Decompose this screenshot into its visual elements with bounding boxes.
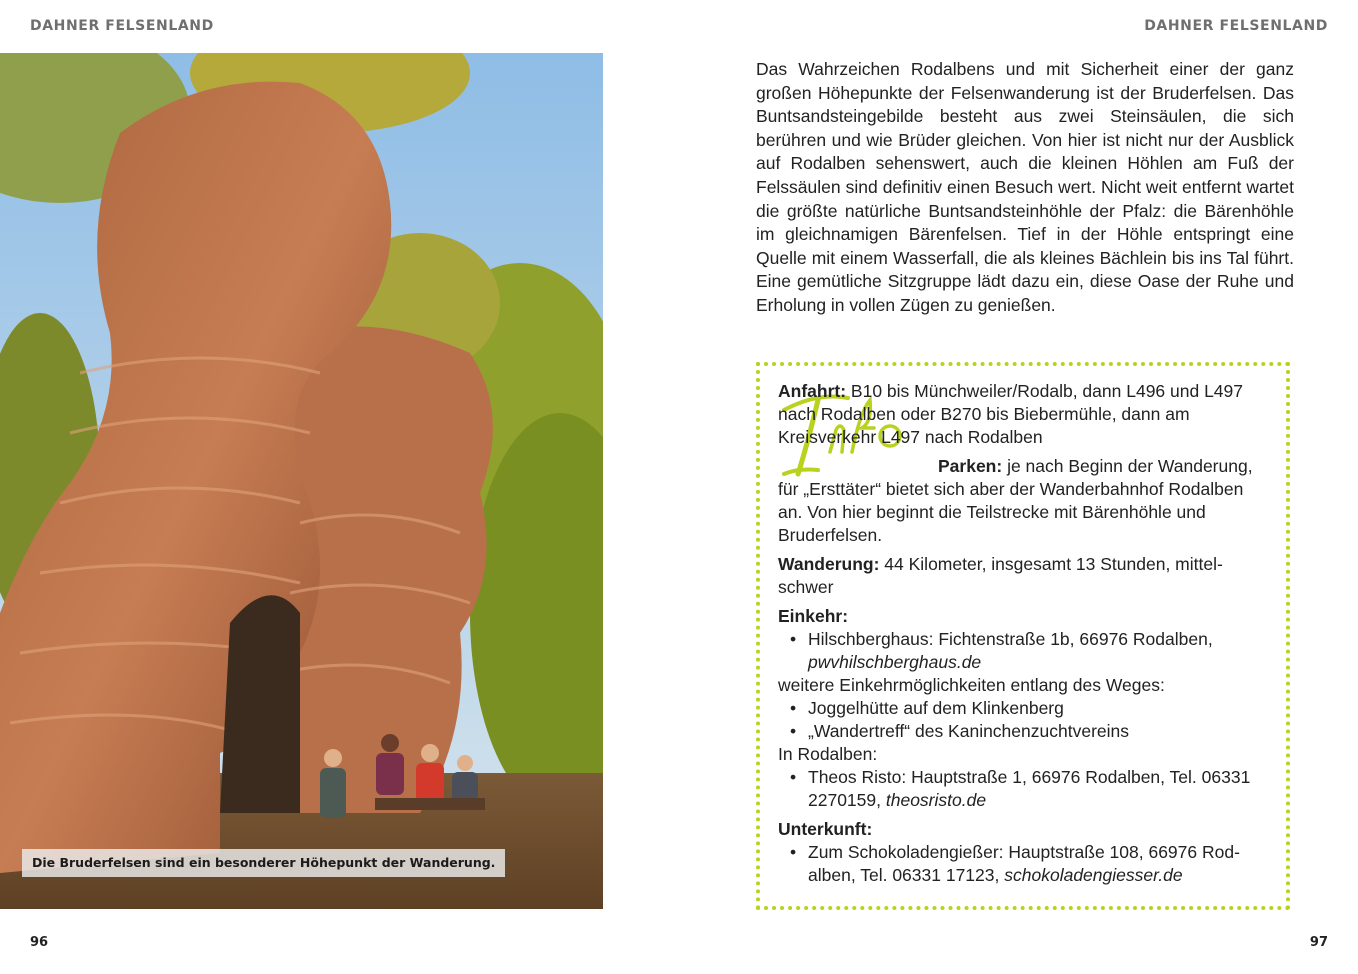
photo-caption: Die Bruderfelsen sind ein besonderer Höhepunkt der Wanderung. xyxy=(22,849,505,877)
weitere-text: weitere Einkehrmöglichkeiten entlang des Weges: xyxy=(778,675,1165,695)
weitere-list xyxy=(778,697,1268,743)
running-head-right: DAHNER FELSENLAND xyxy=(1144,18,1328,34)
unterkunft-label: Unterkunft: xyxy=(778,819,873,839)
unterkunft-item-text: Zum Schokoladengießer: Hauptstraße 108, 66976 Rodalben, Tel. 06331 17123, xyxy=(808,842,1240,885)
unterkunft-item-link[interactable]: schokoladengiesser.de xyxy=(1004,865,1183,885)
list-item xyxy=(808,628,1268,674)
info-parken xyxy=(778,455,1268,547)
info-wanderung xyxy=(778,553,1268,599)
rodalben-item-text: Theos Risto: Hauptstraße 1, 66976 Rodalben, Tel. 06331 2270159, xyxy=(808,767,1251,810)
info-anfahrt xyxy=(778,380,1268,449)
running-head-left: DAHNER FELSENLAND xyxy=(30,18,214,34)
parken-text: je nach Beginn der Wanderung, für „Ersttäter“ bietet sich aber der Wanderbahnhof Rodalben an. Von hier beginnt die Teilstrecke mit Bärenhöhle und Bruderfelsen. xyxy=(778,456,1253,545)
list-item xyxy=(808,766,1268,812)
bruderfelsen-photo xyxy=(0,53,603,909)
rock-illustration xyxy=(0,53,603,909)
rodalben-list xyxy=(778,766,1268,812)
in-rodalben-text: In Rodalben: xyxy=(778,744,878,764)
unterkunft-list xyxy=(778,841,1268,887)
list-item: • „Wandertreff“ des Kaninchenzuchtvereins xyxy=(808,720,1268,743)
page-number-right: 97 xyxy=(1309,935,1328,950)
wanderung-text: 44 Kilometer, insgesamt 13 Stunden, mittelschwer xyxy=(778,554,1223,597)
wanderung-label: Wanderung: xyxy=(778,554,880,574)
page-number-left: 96 xyxy=(30,935,49,950)
anfahrt-text: B10 bis Münchweiler/Rodalb, dann L496 und L497 nach Rodalben oder B270 bis Biebermühle, dann am Kreisverkehr L497 nach Rodalben xyxy=(778,381,1244,447)
einkehr-list xyxy=(778,628,1268,674)
einkehr-item-text: Hilschberghaus: Fichtenstraße 1b, 66976 Rodalben, xyxy=(808,629,1213,649)
info-content xyxy=(778,380,1268,887)
anfahrt-label: Anfahrt: xyxy=(778,381,847,401)
list-item xyxy=(808,841,1268,887)
rodalben-item-link[interactable]: theosristo.de xyxy=(885,790,987,810)
einkehr-label: Einkehr: xyxy=(778,606,849,626)
parken-label: Parken: xyxy=(938,456,1003,476)
list-item: • Joggelhütte auf dem Klinkenberg xyxy=(808,697,1268,720)
einkehr-item-link[interactable]: pwvhilschberghaus.de xyxy=(808,652,982,672)
info-box xyxy=(756,362,1290,910)
body-paragraph: Das Wahrzeichen Rodalbens und mit Sicherheit einer der ganz großen Höhepunkte der Felsenwanderung ist der Bruderfelsen. Das Buntsandsteingebilde besteht aus zwei Steinsäulen, die sich berühren und wie Brüder gleichen. Von hier ist nicht nur der Ausblick auf Rodalben sehenswert, auch die kleinen Höhlen am Fuß der Felssäulen sind definitiv einen Besuch wert. Nicht weit entfernt wartet die größte natürliche Buntsandsteinhöhle der Pfalz: die Bärenhöhle im gleichnamigen Bärenfelsen. Tief in der Höhle entspringt eine Quelle mit einem Wasserfall, die als kleines Bächlein bis ins Tal führt. Eine gemütliche Sitzgruppe lädt dazu ein, diese Oase der Ruhe und Erholung in vollen Zügen zu genießen. xyxy=(756,59,1294,315)
